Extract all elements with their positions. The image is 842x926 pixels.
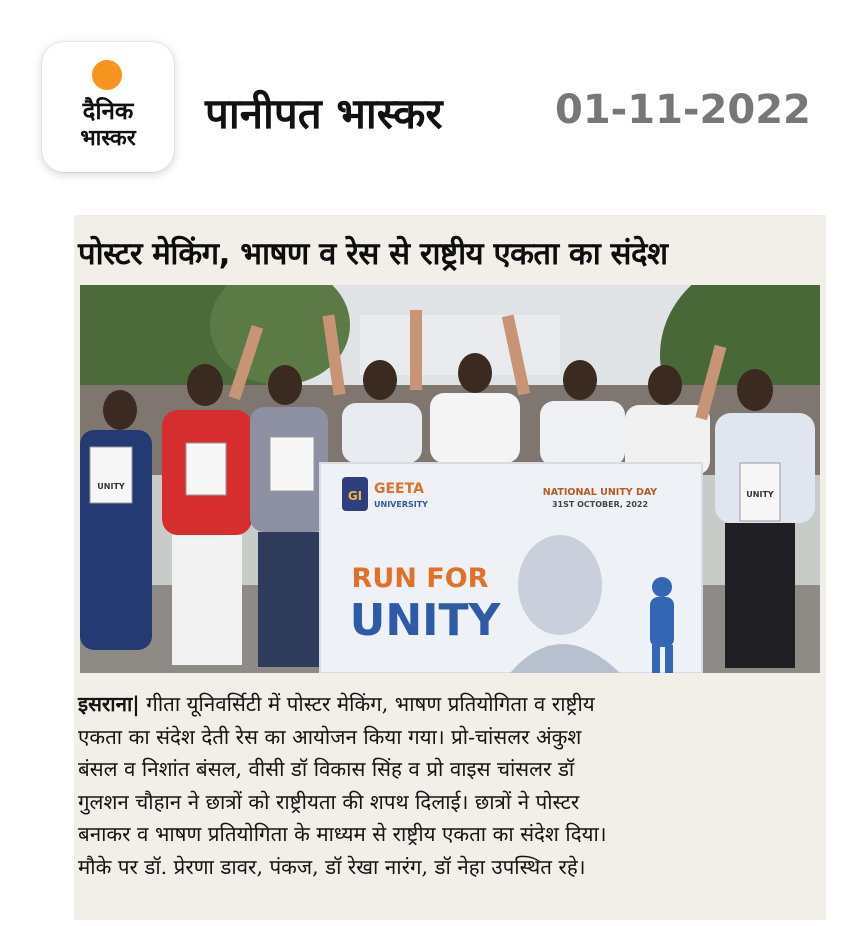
article-line-1 <box>78 688 822 721</box>
logo-line2: भास्कर <box>80 126 136 151</box>
article-photo <box>80 285 820 673</box>
banner-logo-text: GI <box>347 489 363 503</box>
logo-line1: दैनिक <box>82 97 134 125</box>
portrait-sketch <box>518 535 602 635</box>
placard-left: UNITY <box>97 482 125 491</box>
edition-date: 01-11-2022 <box>555 87 811 133</box>
article-line-4: गुलशन चौहान ने छात्रों को राष्ट्रीयता की शपथ दिलाई। छात्रों ने पोस्टर <box>78 789 580 814</box>
banner-slogan-line2: UNITY <box>349 595 501 646</box>
banner-university-sub: UNIVERSITY <box>374 500 428 509</box>
dainik-bhaskar-logo <box>42 42 174 172</box>
banner-slogan-line1: RUN FOR <box>351 563 489 594</box>
sun-icon <box>92 60 122 90</box>
article-line-1-text: गीता यूनिवर्सिटी में पोस्टर मेकिंग, भाषण प्रतियोगिता व राष्ट्रीय <box>146 692 595 716</box>
banner-event-date: 31ST OCTOBER, 2022 <box>551 500 649 509</box>
article-body <box>78 688 822 883</box>
article-headline: पोस्टर मेकिंग, भाषण व रेस से राष्ट्रीय एकता का संदेश <box>78 236 668 272</box>
article-line-6: मौके पर डॉ. प्रेरणा डावर, पंकज, डॉ रेखा नारंग, डॉ नेहा उपस्थित रहे। <box>78 854 586 879</box>
dateline: इसराना| <box>78 692 140 716</box>
article-line-3: बंसल व निशांत बंसल, वीसी डॉ विकास सिंह व प्रो वाइस चांसलर डॉ <box>78 757 575 781</box>
article-line-5: बनाकर व भाषण प्रतियोगिता के माध्यम से राष्ट्रीय एकता का संदेश दिया। <box>78 822 607 846</box>
article-line-2: एकता का संदेश देती रेस का आयोजन किया गया। प्रो-चांसलर अंकुश <box>78 724 582 749</box>
placard-right: UNITY <box>746 490 774 499</box>
banner-event: NATIONAL UNITY DAY <box>542 487 658 498</box>
unity-banner <box>320 463 702 673</box>
banner-university: GEETA <box>374 481 424 497</box>
edition-title: पानीपत भास्कर <box>205 89 443 138</box>
